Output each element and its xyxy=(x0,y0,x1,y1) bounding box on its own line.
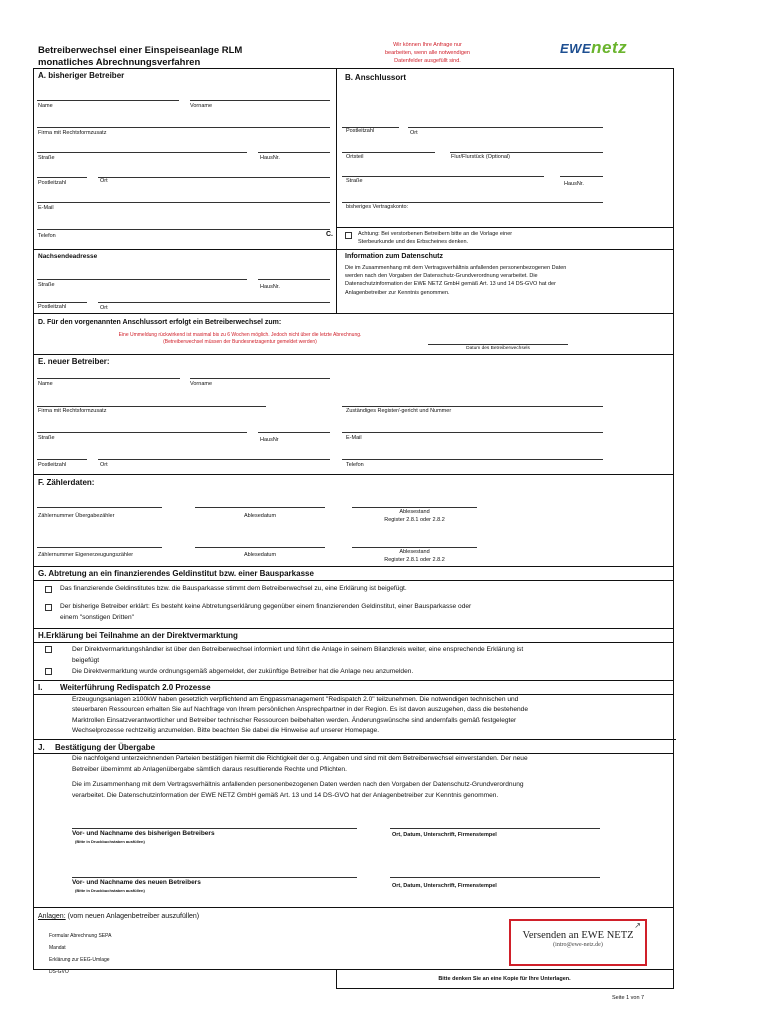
f-row1-stand2: Register 2.8.1 oder 2.8.2 xyxy=(384,517,445,523)
e-ort-label: Ort xyxy=(100,462,108,468)
logo-netz: netz xyxy=(591,38,628,57)
b-hausnr-label: HausNr. xyxy=(564,181,584,187)
section-g-title: G. Abtretung an ein finanzierendes Geldinstitut bzw. einer Bausparkasse xyxy=(38,569,314,578)
j-sig2-label: Vor- und Nachname des neuen Betreibers xyxy=(72,879,201,886)
e-hausnr-label: HausNr xyxy=(260,437,279,443)
d-red-line1: Eine Ummeldung rückwirkend ist maximal bis zu 6 Wochen möglich. Jedoch nicht über die letzte Abrechnung. xyxy=(118,332,362,338)
f-row2-stand1: Ablesestand xyxy=(399,549,430,555)
h-option1-line1: Der Direktvermarktungshändler ist über den Betreiberwechsel informiert und führt die Anlage in seinem Bilanzkreis weiter, eine ensprechende Erklärung ist xyxy=(72,646,524,653)
g-option1-text: Das finanzierende Geldinstitutes bzw. die Bausparkasse stimmt dem Betreiberwechsel zu, eine Erklärung ist beigefügt. xyxy=(60,585,407,592)
e-telefon-label: Telefon xyxy=(346,462,364,468)
j-p1-line1: Die nachfolgend unterzeichnenden Parteien bestätigen hiermit die Richtigkeit der o.g. Angaben und sind mit dem Betreiberwechsel einverstanden. Der neue xyxy=(72,755,528,762)
j-sig2-right: Ort, Datum, Unterschrift, Firmenstempel xyxy=(392,883,497,889)
h-option1-line2: beigefügt xyxy=(72,656,100,664)
a-email-label: E-Mail xyxy=(38,205,54,211)
e-vorname-label: Vorname xyxy=(190,381,213,387)
datenschutz-line1: Die im Zusammenhang mit dem Vertragsverhältnis anfallenden personenbezogenen Daten xyxy=(345,265,567,271)
b-ortsteil-label: Ortsteil xyxy=(346,154,364,160)
i-line3: Marktrollen Einsatzverantwortlicher und Betreiber technischer Ressourcen beibehalten werden. Änderungswünsche sind andernfalls gemäß festgelegter xyxy=(72,716,517,724)
e-plz-label: Postleitzahl xyxy=(38,462,67,468)
h-option2-checkbox[interactable] xyxy=(45,668,52,675)
a-hausnr-label: HausNr. xyxy=(260,155,280,161)
b-vertragskonto-label: bisheriges Vertragskonto: xyxy=(346,204,409,210)
j-sig2-hint: (Bitte in Druckbuchstaben ausfüllen) xyxy=(75,888,145,893)
c-verstorben-checkbox[interactable] xyxy=(345,232,352,239)
g-option2-checkbox[interactable] xyxy=(45,604,52,611)
j-sig1-hint: (Bitte in Druckbuchstaben ausfüllen) xyxy=(75,839,145,844)
b-plz-label: Postleitzahl xyxy=(346,128,375,134)
section-f-title: F. Zählerdaten: xyxy=(38,478,95,487)
i-line2: steuerbaren Ressourcen erhalten Sie auf Nachfrage von Ihrem persönlichen Ansprechpartner in der Region. Es ist davon auszugehen, dass die bestehende xyxy=(72,706,528,714)
a-firma-label: Firma mit Rechtsformzusatz xyxy=(38,130,107,136)
f-row1-stand1: Ablesestand xyxy=(399,509,430,515)
section-a-title: A. bisheriger Betreiber xyxy=(38,71,125,80)
e-strasse-label: Straße xyxy=(38,435,55,441)
b-strasse-label: Straße xyxy=(346,178,363,184)
anlage-item: Erklärung zur EEG-Umlage xyxy=(49,957,110,963)
i-line4: Wechselprozesse rechtzeitig anzumelden. Bitte beachten Sie dabei die Hinweise auf unserer Homepage. xyxy=(72,726,380,734)
f-row1-label: Zählernummer Übergabezähler xyxy=(38,513,115,519)
a-plz-label: Postleitzahl xyxy=(38,180,67,186)
anlage-item: Mandat xyxy=(49,945,66,951)
d-red-line2: (Betreiberwechsel müssen der Bundesnetzagentur gemeldet werden) xyxy=(163,338,317,345)
section-j-title: Bestätigung der Übergabe xyxy=(55,743,156,752)
a-strasse-label: Straße xyxy=(38,155,55,161)
notice-line3: Datenfelder ausgefüllt sind. xyxy=(394,58,461,64)
g-option2-line2: einem "sonstigen Dritten" xyxy=(60,613,134,621)
g-option1-checkbox[interactable] xyxy=(45,586,52,593)
a-ort2-label: Ort xyxy=(100,305,108,311)
i-line1: Erzeugungsanlagen ≥100kW haben gesetzlich verpflichtend am Engpassmanagement "Redispatch 2.0" teilzunehmen. Die notwendigen technischen und xyxy=(72,696,519,703)
anlagen-label: Anlagen: xyxy=(38,913,66,920)
b-ort-label: Ort xyxy=(410,130,418,136)
j-sig1-right: Ort, Datum, Unterschrift, Firmenstempel xyxy=(392,832,497,838)
a-vorname-label: Vorname xyxy=(190,103,213,109)
datenschutz-line2: werden nach den Vorgaben der Datenschutz-Grundverordnung verarbeitet. Die xyxy=(345,273,538,280)
j-p2-line1: Die im Zusammenhang mit dem Vertragsverhältnis anfallenden personenbezogenen Daten werden nach den Vorgaben der Datenschutz-Grundverordnung xyxy=(72,781,524,788)
datenschutz-line3: Datenschutzinformation der EWE NETZ GmbH gemäß Art. 13 und 14 DS-GVO hat der xyxy=(345,281,556,288)
stamp-line2: (intro@ewe-netz.de) xyxy=(553,942,603,948)
a-hausnr2-label: HausNr. xyxy=(260,284,280,290)
form-title-line2: monatliches Abrechnungsverfahren xyxy=(38,57,201,68)
a-strasse2-label: Straße xyxy=(38,282,55,288)
a-plz2-label: Postleitzahl xyxy=(38,304,67,310)
page-number: Seite 1 von 7 xyxy=(612,995,645,1001)
e-firma-label: Firma mit Rechtsformzusatz xyxy=(38,408,107,414)
h-option1-checkbox[interactable] xyxy=(45,646,52,653)
anlagen-label-rest: (vom neuen Anlagenbetreiber auszufüllen) xyxy=(65,913,200,920)
e-name-label: Name xyxy=(38,381,53,387)
section-h-title: H.Erklärung bei Teilnahme an der Direktvermarktung xyxy=(38,631,238,640)
d-datum-label: Datum des Betreiberwechsels xyxy=(466,346,530,351)
f-row2-label: Zählernummer Eigenerzeugungszähler xyxy=(38,552,134,558)
f-row2-date: Ablesedatum xyxy=(243,552,277,558)
c-hint-line2: Sterbeurkunde und des Erbscheines denken. xyxy=(358,239,469,245)
section-d-title: D. Für den vorgenannten Anschlussort erfolgt ein Betreiberwechsel zum: xyxy=(38,319,282,326)
notice-line2: bearbeiten, wenn alle notwendigen xyxy=(384,50,470,56)
f-row2-stand2: Register 2.8.1 oder 2.8.2 xyxy=(384,557,445,563)
logo-ewe: EWE xyxy=(560,41,592,56)
j-sig1-label: Vor- und Nachname des bisherigen Betreibers xyxy=(72,830,215,837)
e-register-label: Zuständiges Register/-gericht und Nummer xyxy=(346,408,452,414)
section-b-title: B. Anschlussort xyxy=(345,73,407,82)
anlage-item: DS-GVO xyxy=(49,969,69,975)
ewe-netz-logo xyxy=(560,38,627,58)
f-row1-date: Ablesedatum xyxy=(243,513,277,519)
section-i-label: I. xyxy=(38,683,43,692)
j-p1-line2: Betreiber übernimmt ab Anlagenübergabe sämtlich daraus resultierende Rechte und Pflichten. xyxy=(72,765,347,773)
section-i-title: Weiterführung Redispatch 2.0 Prozesse xyxy=(60,683,211,692)
form-title-line1: Betreiberwechsel einer Einspeiseanlage RLM xyxy=(38,45,243,56)
a-nachsende-label: Nachsendeadresse xyxy=(38,253,98,260)
a-name-label: Name xyxy=(38,103,53,109)
stamp-line1: Versenden an EWE NETZ xyxy=(522,930,634,941)
cursor-icon: ↗ xyxy=(634,921,641,930)
datenschutz-title: Information zum Datenschutz xyxy=(345,253,444,260)
anlage-item: Formular Abrechnung SEPA xyxy=(49,933,112,939)
b-flur-label: Flur/Flurstück (Optional) xyxy=(451,154,510,160)
j-p2-line2: verarbeitet. Die Datenschutzinformation der EWE NETZ GmbH gemäß Art. 13 und 14 DS-GVO hat der Anlagenbetreiber zur Kenntnis genommen. xyxy=(72,791,499,799)
c-hint-line1: Achtung: Bei verstorbenen Betreibern bitte an die Vorlage einer xyxy=(358,231,513,237)
h-option2-text: Die Direktvermarktung wurde ordnungsgemäß abgemeldet, der zukünftige Betreiber hat die Anlage neu anzumelden. xyxy=(72,668,414,675)
copy-note: Bitte denken Sie an eine Kopie für Ihre Unterlagen. xyxy=(438,976,571,982)
e-email-label: E-Mail xyxy=(346,435,362,441)
g-option2-line1: Der bisherige Betreiber erklärt: Es besteht keine Abtretungserklärung gegenüber einem finanzierenden Geldinstitut, einer Bausparkasse oder xyxy=(60,603,472,610)
section-j-label: J. xyxy=(38,743,45,752)
section-c-label: C. xyxy=(326,231,333,238)
section-e-title: E. neuer Betreiber: xyxy=(38,357,110,366)
a-ort-label: Ort xyxy=(100,178,108,184)
send-to-stamp xyxy=(509,919,647,966)
datenschutz-line4: Anlagenbetreiber zur Kenntnis genommen. xyxy=(345,289,450,296)
a-telefon-label: Telefon xyxy=(38,233,56,239)
notice-line1: Wir können Ihre Anfrage nur xyxy=(393,42,462,48)
